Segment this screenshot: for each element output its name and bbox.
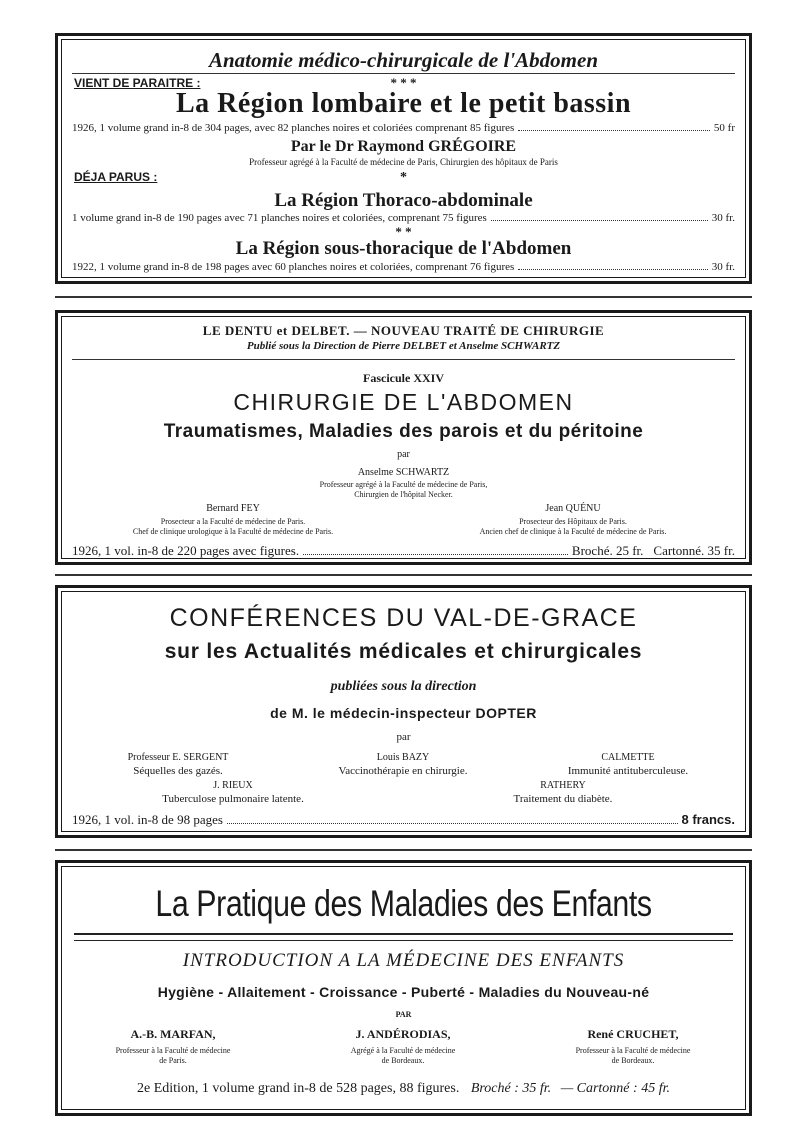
series-title: LE DENTU et DELBET. — NOUVEAU TRAITÉ DE CHIRURGIE: [202, 323, 605, 338]
section-separator: [55, 574, 752, 576]
conf4-topic: Tuberculose pulmonaire latente.: [162, 793, 304, 805]
book2-title: La Région Thoraco-abdominale: [274, 190, 533, 211]
author2-name: Bernard FEY: [206, 503, 260, 514]
leader-dots: [227, 823, 678, 824]
book-title: CHIRURGIE DE L'ABDOMEN: [233, 389, 574, 415]
conf5-author: RATHERY: [540, 780, 586, 791]
ad1-header: Anatomie médico-chirurgicale de l'Abdomen: [208, 48, 599, 72]
broche-price: Broché : 35 fr.: [470, 1081, 552, 1096]
author1-affil1: Professeur agrégé à la Faculté de médecine de Paris,: [319, 480, 488, 489]
book2-desc: 1 volume grand in-8 de 190 pages avec 71 planches noires et coloriées, comprenant 75 figures: [72, 212, 487, 224]
book3-desc: 1922, 1 volume grand in-8 de 198 pages avec 60 planches noires et coloriées, comprenant 76 figures: [72, 261, 515, 273]
leader-dots: [518, 130, 710, 131]
fascicule: Fascicule XXIV: [363, 371, 444, 385]
main-book-desc: 1926, 1 volume grand in-8 de 304 pages, avec 82 planches noires et coloriées comprenant 85 figures: [72, 122, 515, 134]
broche-price: Broché. 25 fr.: [571, 543, 644, 558]
edition-line: [72, 812, 735, 828]
author1-name: Anselme SCHWARTZ: [357, 467, 450, 478]
cartonne-price: Cartonné. 35 fr.: [653, 543, 735, 558]
cartonne-price: — Cartonné : 45 fr.: [560, 1081, 670, 1096]
edition-line: [72, 543, 735, 559]
author3-affil2: Ancien chef de clinique à la Faculté de médecine de Paris.: [479, 527, 667, 536]
author3-name: Jean QUÉNU: [545, 503, 601, 514]
ad-chirurgie-abdomen: [55, 310, 752, 565]
author2-affil1: Agrégé à la Faculté de médecine: [350, 1046, 456, 1055]
conf4-author: J. RIEUX: [213, 780, 253, 791]
author3-affil2: de Bordeaux.: [611, 1056, 655, 1065]
book-subtitle: Traumatismes, Maladies des parois et du péritoine: [163, 421, 644, 442]
leader-dots: [518, 269, 707, 270]
author-affiliation: Professeur agrégé à la Faculté de médecine de Paris, Chirurgien des hôpitaux de Paris: [249, 157, 558, 167]
conf2-topic: Vaccinothérapie en chirurgie.: [338, 765, 468, 777]
book2-price: 30 fr.: [711, 212, 735, 224]
conf2-author: Louis BAZY: [376, 752, 430, 763]
author3-name: René CRUCHET,: [587, 1027, 679, 1041]
book3-title: La Région sous-thoracique de l'Abdomen: [235, 238, 572, 259]
stars2-ornament: * *: [395, 224, 412, 239]
edition-text: 1926, 1 vol. in-8 de 98 pages: [72, 812, 223, 827]
divider: [72, 359, 735, 360]
main-book-price: 50 fr: [713, 122, 735, 134]
edition-text: 2e Edition, 1 volume grand in-8 de 528 pages, 88 figures.: [137, 1081, 460, 1096]
book-title: La Pratique des Maladies des Enfants: [155, 883, 652, 924]
author2-affil1: Prosecteur a la Faculté de médecine de Paris.: [160, 517, 306, 526]
author3-affil1: Prosecteur des Hôpitaux de Paris.: [519, 517, 627, 526]
author2-name: J. ANDÉRODIAS,: [355, 1027, 451, 1041]
leader-dots: [303, 554, 568, 555]
author2-affil2: de Bordeaux.: [381, 1056, 425, 1065]
conf1-author: Professeur E. SERGENT: [127, 752, 229, 763]
ornament-rule: [74, 933, 733, 941]
par-label: par: [397, 449, 410, 460]
conf1-topic: Séquelles des gazés.: [133, 765, 223, 777]
direction-line: Publié sous la Direction de Pierre DELBET et Anselme SCHWARTZ: [246, 340, 561, 352]
conf-title: CONFÉRENCES DU VAL-DE-GRACE: [169, 604, 638, 632]
book3-price: 30 fr.: [711, 261, 735, 273]
deja-label: DÉJA PARUS :: [74, 170, 158, 184]
section-separator: [55, 849, 752, 851]
stars-ornament: * * *: [390, 75, 417, 90]
conf3-author: CALMETTE: [601, 752, 655, 763]
main-book-details: [72, 122, 735, 134]
star-ornament: *: [400, 170, 407, 185]
ad-pratique-maladies-enfants: [55, 860, 752, 1116]
author1-name: A.-B. MARFAN,: [130, 1027, 216, 1041]
conf5-topic: Traitement du diabète.: [513, 793, 613, 805]
ad-anatomie: [55, 33, 752, 284]
ad-conferences-val-de-grace: [55, 585, 752, 838]
leader-dots: [491, 220, 708, 221]
main-book-author: Par le Dr Raymond GRÉGOIRE: [290, 138, 517, 155]
author1-affil2: Chirurgien de l'hôpital Necker.: [354, 490, 453, 499]
author3-affil1: Professeur à la Faculté de médecine: [575, 1046, 691, 1055]
topics-line: Hygiène - Allaitement - Croissance - Puberté - Maladies du Nouveau-né: [157, 984, 650, 1000]
edition-text: 1926, 1 vol. in-8 de 220 pages avec figures.: [72, 543, 300, 558]
price: 8 francs.: [681, 812, 735, 827]
author2-affil2: Chef de clinique urologique à la Faculté de médecine de Paris.: [132, 527, 334, 536]
book-subtitle: INTRODUCTION A LA MÉDECINE DES ENFANTS: [182, 950, 625, 971]
author1-affil2: de Paris.: [159, 1056, 187, 1065]
divider: [72, 73, 735, 74]
book2-details: [72, 212, 735, 224]
book3-details: [72, 261, 735, 273]
publiees-line: publiées sous la direction: [330, 679, 477, 694]
par-label: par: [396, 731, 411, 743]
edition-line: [58, 1081, 749, 1097]
author1-affil1: Professeur à la Faculté de médecine: [115, 1046, 231, 1055]
main-book-title: La Région lombaire et le petit bassin: [175, 88, 632, 119]
section-separator: [55, 296, 752, 298]
directeur-line: de M. le médecin-inspecteur DOPTER: [270, 705, 537, 721]
conf3-topic: Immunité antituberculeuse.: [567, 765, 689, 777]
par-label: PAR: [395, 1010, 412, 1019]
conf-subtitle: sur les Actualités médicales et chirurgicales: [164, 640, 643, 663]
vient-label: VIENT DE PARAITRE :: [74, 76, 201, 90]
